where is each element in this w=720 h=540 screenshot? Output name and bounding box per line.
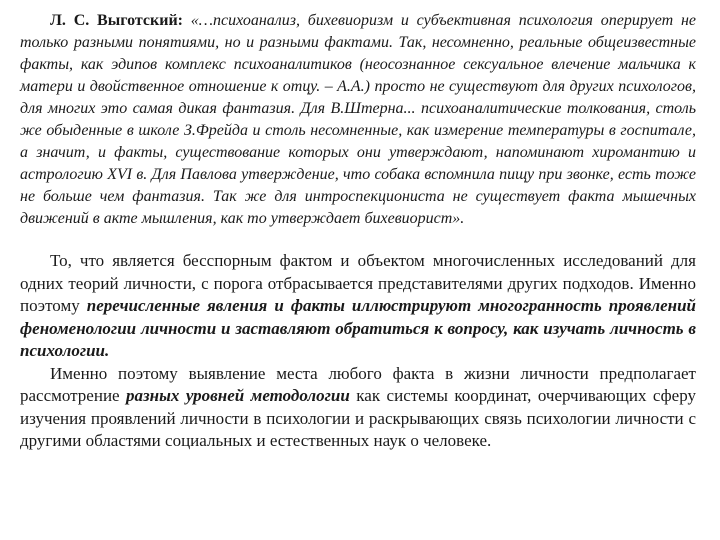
paragraph-facts-emphasis: перечисленные явления и факты иллюстрируют многогранность проявлений феноменологии личности и заставляют обратиться к вопросу, как изучать личность в психологии. <box>20 296 696 360</box>
vygotsky-quote <box>20 10 696 230</box>
paragraph-methodology-text-b: как системы координат, очерчивающих сферу изучения проявлений личности в психологии и раскрывающих связь психологии личности с другими областями социальных и естественных наук о человеке. <box>20 386 696 450</box>
quote-text: «…психоанализ, бихевиоризм и субъективная психология оперирует не только разными понятиями, но и разными фактами. Так, несомненно, реальные общеизвестные факты, как эдипов комплекс психоаналитиков (неосознанное сексуальное влечение мальчика к матери и двойственное отношение к отцу. – А.А.) просто не существуют для других психологов, для многих это самая дикая фантазия. Для В.Штерна... психоаналитические толкования, столь же обыденные в школе З.Фрейда и столь несомненные, как измерение температуры в госпитале, а значит, и факты, существование которых они утверждают, напоминают хиромантию и астрологию XVI в. Для Павлова утверждение, что собака вспомнила пищу при звонке, есть тоже не больше чем фантазия. Так же для интроспекциониста не существует факта мышечных движений в акте мышления, как то утверждает бихевиорист». <box>20 12 697 227</box>
paragraph-facts <box>20 250 696 363</box>
paragraph-methodology <box>20 363 696 453</box>
paragraph-methodology-emphasis: разных уровней методологии <box>126 386 350 405</box>
quote-author: Л. С. Выготский: <box>50 12 184 29</box>
paragraph-facts-text: То, что является бесспорным фактом и объектом многочисленных исследований для одних теорий личности, с порога отбрасывается представителями других подходов. Именно поэтому <box>20 251 696 315</box>
paragraph-methodology-text-a: Именно поэтому выявление места любого факта в жизни личности предполагает рассмотрение <box>20 363 696 405</box>
